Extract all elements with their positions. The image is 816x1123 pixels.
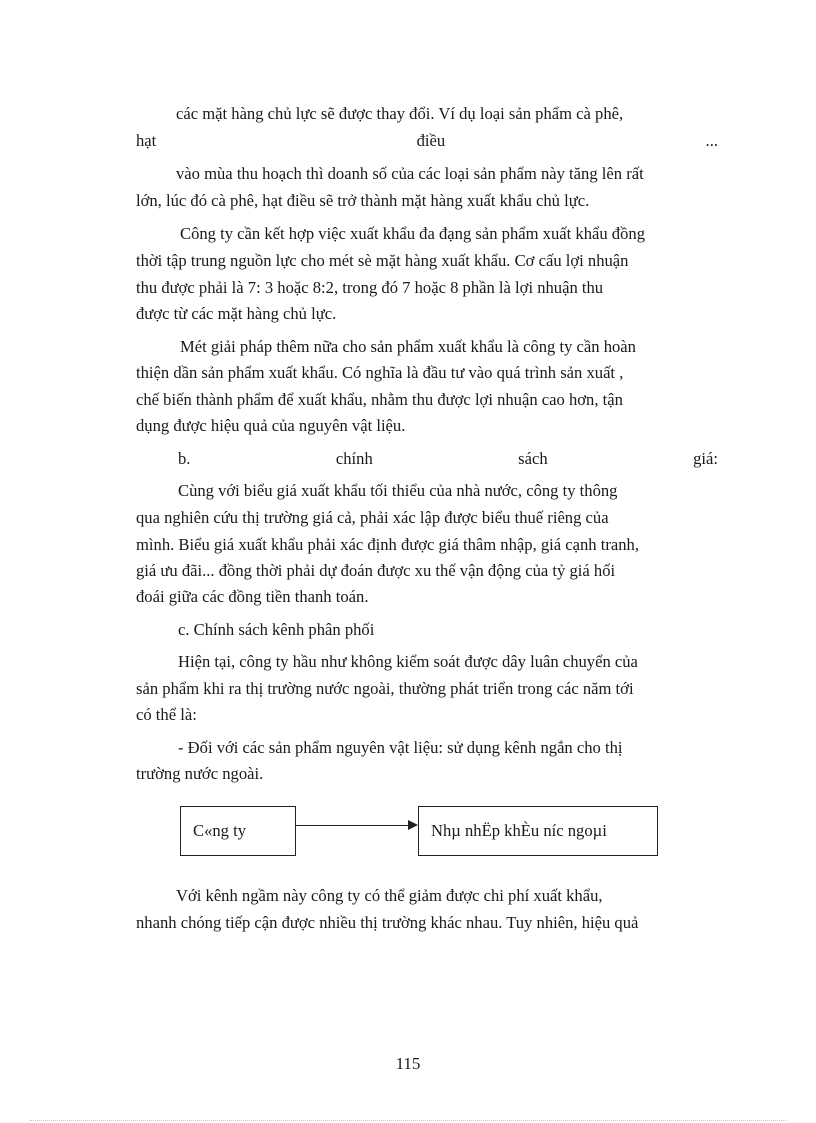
section-heading: c. Chính sách kênh phân phối <box>178 620 375 639</box>
text-line: qua nghiên cứu thị trường giá cả, phải xác lập được biểu thuế riêng của <box>136 508 609 527</box>
text-line: thời tập trung nguồn lực cho mét sè mặt hàng xuất khẩu. Cơ cấu lợi nhuận <box>136 251 629 270</box>
text-line: Với kênh ngầm này công ty có thể giảm được chi phí xuất khẩu, <box>176 886 603 905</box>
arrow-right-icon <box>408 820 418 830</box>
diagram-box-label: Nhµ nhËp khÈu níc ngoµi <box>431 821 607 840</box>
text-line: trường nước ngoài. <box>136 764 264 783</box>
page-number: 115 <box>395 1054 421 1073</box>
text-line: nhanh chóng tiếp cận được nhiều thị trường khác nhau. Tuy nhiên, hiệu quả <box>136 913 639 932</box>
text-line: Hiện tại, công ty hầu như không kiểm soát được dây luân chuyển của <box>178 652 638 671</box>
text-line: thu được phải là 7: 3 hoặc 8:2, trong đó 7 hoặc 8 phần là lợi nhuận thu <box>136 278 604 297</box>
text-line: các mặt hàng chủ lực sẽ được thay đổi. Ví dụ loại sản phẩm cà phê, <box>176 104 624 123</box>
text-line: dụng được hiệu quả của nguyên vật liệu. <box>136 416 406 435</box>
diagram-arrow-line <box>295 825 409 826</box>
word: chính <box>335 449 373 468</box>
text-line: - Đối với các sản phẩm nguyên vật liệu: sử dụng kênh ngắn cho thị <box>178 738 623 757</box>
text-line: sản phẩm khi ra thị trường nước ngoài, thường phát triển trong các năm tới <box>136 679 634 698</box>
word: hạt <box>136 131 157 150</box>
text-line: thiện dần sản phẩm xuất khẩu. Có nghĩa là đầu tư vào quá trình sản xuất , <box>136 363 624 382</box>
text-line: Mét giải pháp thêm nữa cho sản phẩm xuất khẩu là công ty cần hoàn <box>180 337 636 356</box>
text-line: vào mùa thu hoạch thì doanh số của các loại sản phẩm này tăng lên rất <box>176 164 644 183</box>
diagram-box-label: C«ng ty <box>193 821 247 840</box>
section-heading-spread <box>178 449 718 469</box>
text-line: đoái giữa các đồng tiền thanh toán. <box>136 587 369 606</box>
text-line: chế biến thành phẩm để xuất khẩu, nhằm thu được lợi nhuận cao hơn, tận <box>136 390 623 409</box>
text-line: có thể là: <box>136 705 197 724</box>
text-line-spread <box>136 131 718 151</box>
diagram-box-company <box>180 806 296 856</box>
word: b. <box>178 449 191 468</box>
word: sách <box>518 449 548 468</box>
text-line: giá ưu đãi... đồng thời phải dự đoán được xu thế vận động của tỷ giá hối <box>136 561 616 580</box>
text-line: Cùng với biểu giá xuất khẩu tối thiểu của nhà nước, công ty thông <box>178 481 618 500</box>
word: điều <box>416 131 446 150</box>
text-line: mình. Biểu giá xuất khẩu phải xác định được giá thâm nhập, giá cạnh tranh, <box>136 535 639 554</box>
diagram-box-importer <box>418 806 658 856</box>
text-line: lớn, lúc đó cà phê, hạt điều sẽ trở thành mặt hàng xuất khẩu chủ lực. <box>136 191 590 210</box>
word: giá: <box>693 449 718 468</box>
text-line: được từ các mặt hàng chủ lực. <box>136 304 337 323</box>
word: ... <box>705 131 718 150</box>
text-line: Công ty cần kết hợp việc xuất khẩu đa đạng sản phẩm xuất khẩu đồng <box>180 224 645 243</box>
footer-divider <box>30 1120 786 1121</box>
